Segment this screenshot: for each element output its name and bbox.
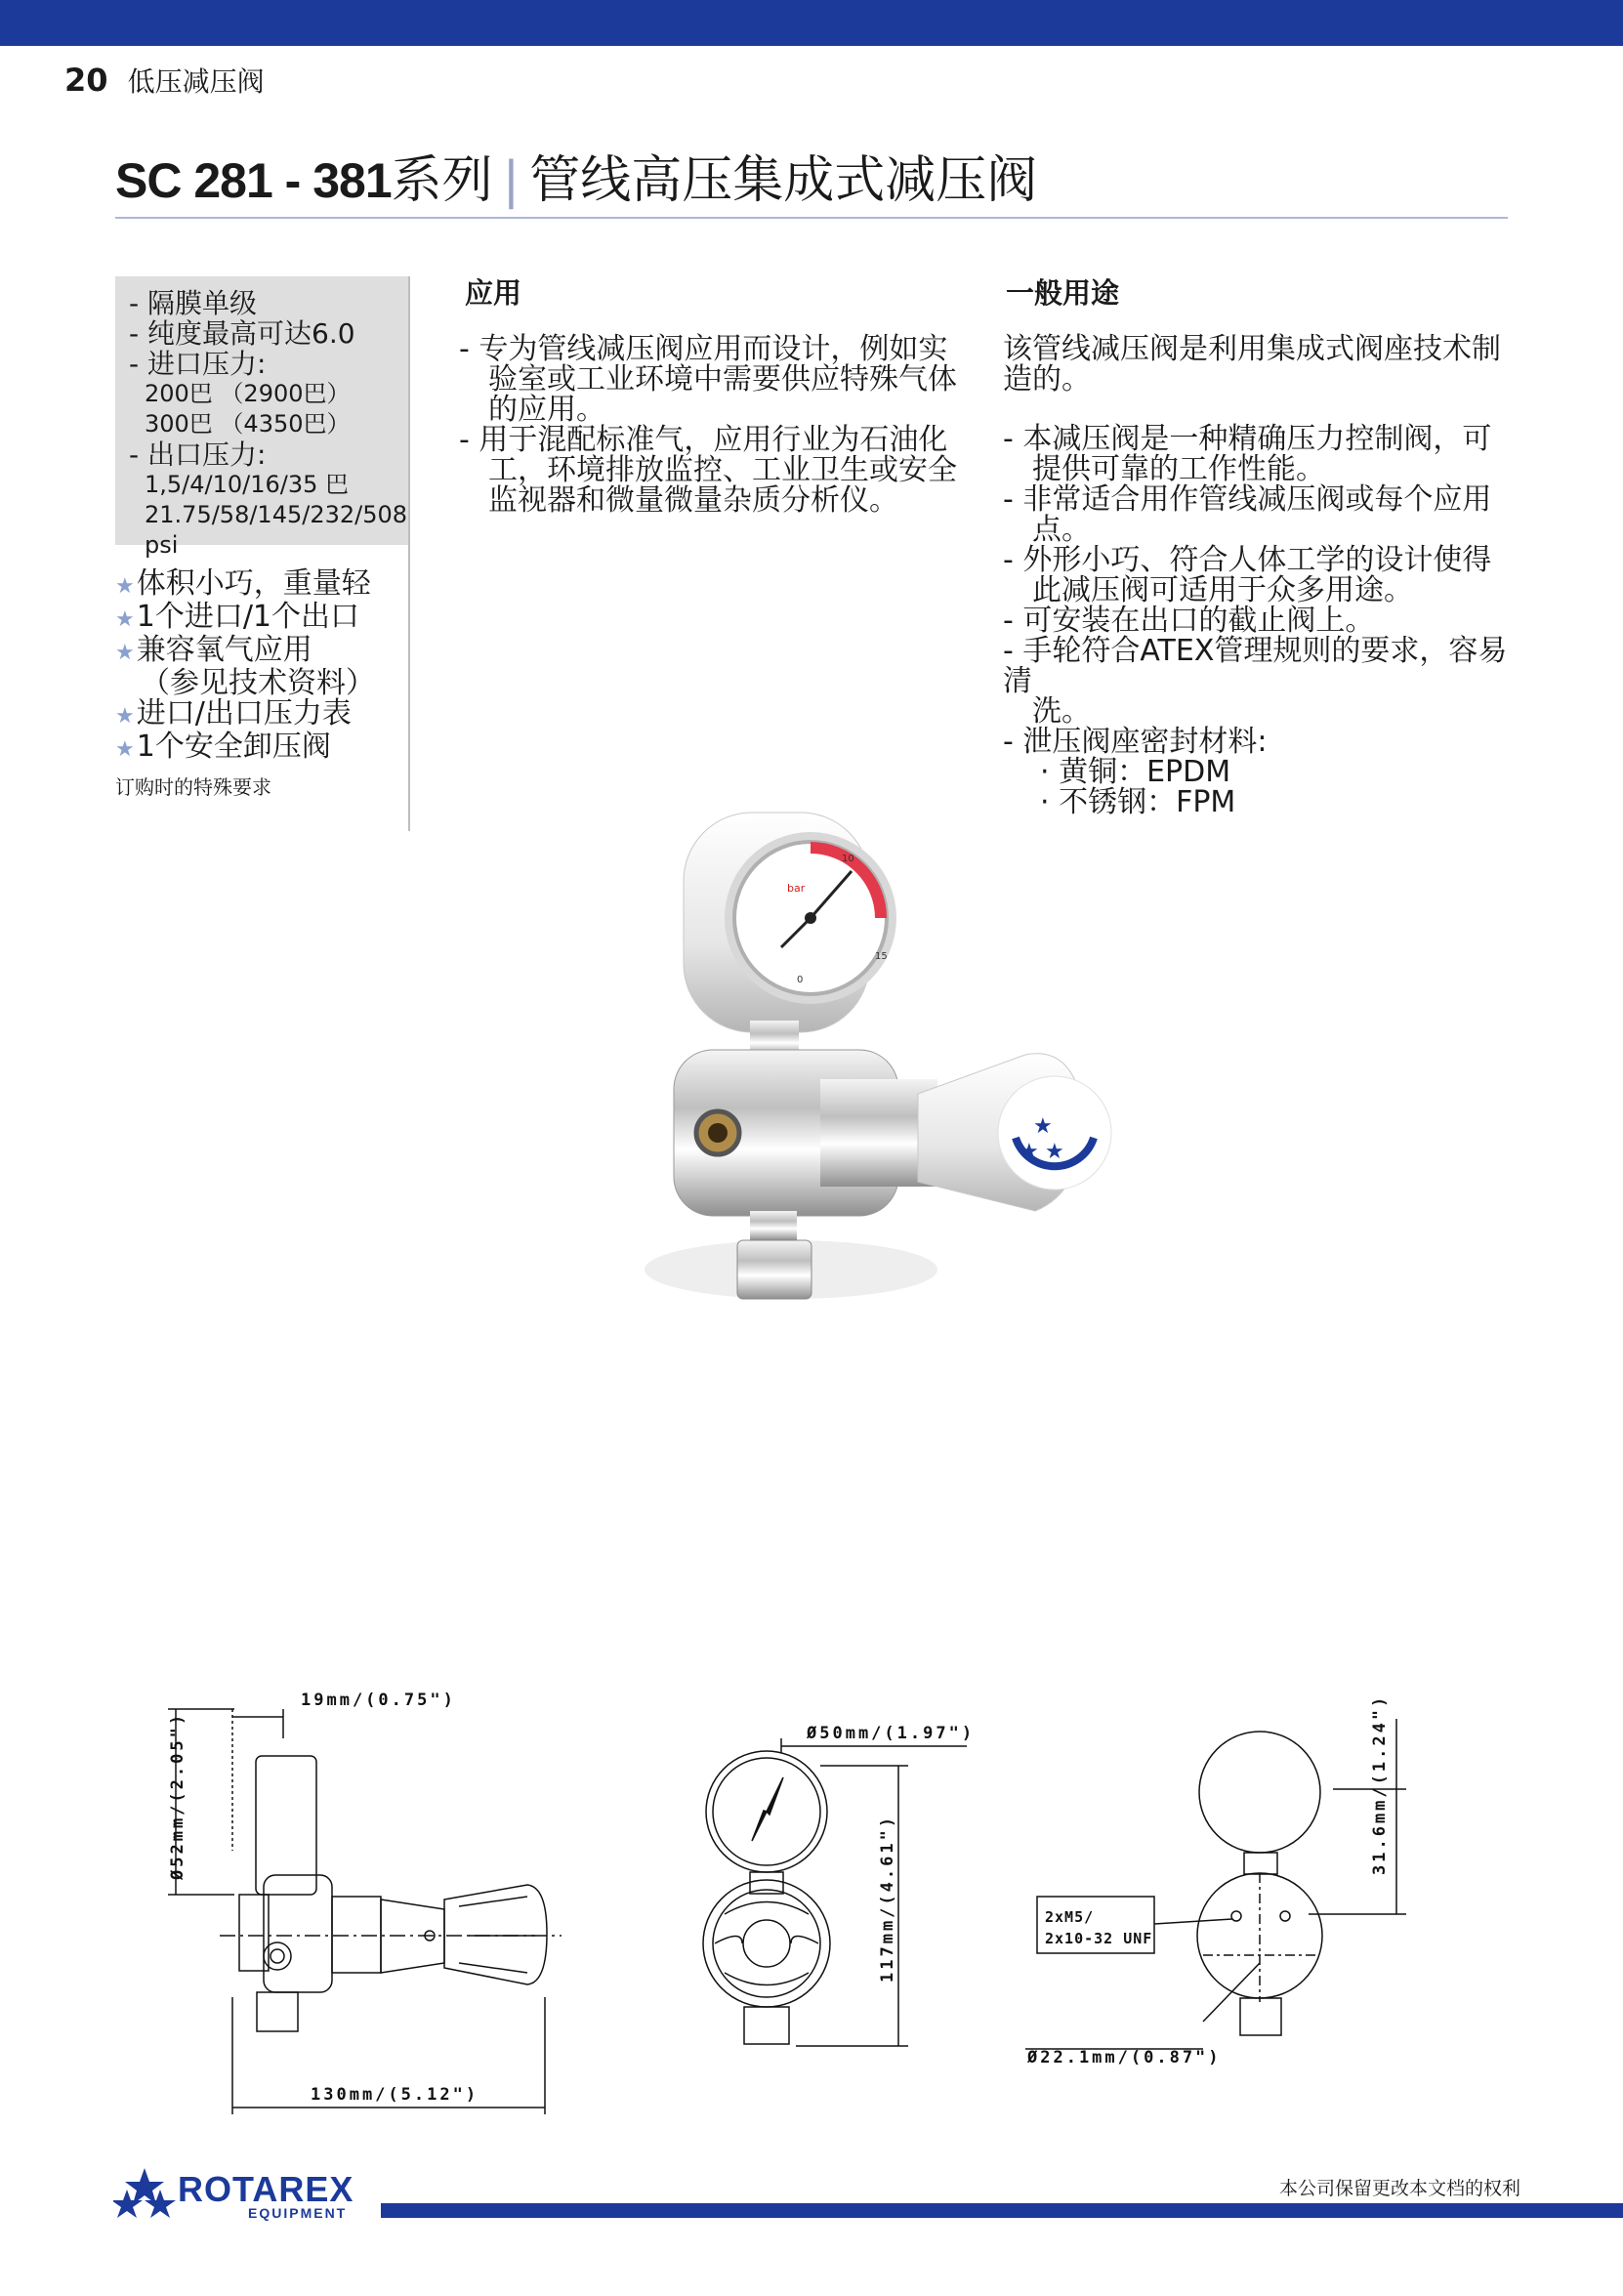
feature-item: ★1个安全卸压阀 xyxy=(115,730,331,764)
page-number: 20 xyxy=(64,62,108,99)
application-line: - 专为管线减压阀应用而设计，例如实 xyxy=(459,332,948,366)
general-heading: 一般用途 xyxy=(1006,276,1120,310)
gauge-scale-label: 0 xyxy=(797,975,804,985)
series-label: 系列 xyxy=(391,151,493,210)
star-icon: ★ xyxy=(115,574,135,599)
application-line: 监视器和微量微量杂质分析仪。 xyxy=(488,483,898,518)
general-line: - 可安装在出口的截止阀上。 xyxy=(1003,604,1375,638)
dimension-label: Ø22.1mm/(0.87") xyxy=(1027,2048,1222,2067)
general-line: 洗。 xyxy=(1032,694,1091,729)
section-title: 低压减压阀 xyxy=(127,65,265,98)
spec-box xyxy=(115,276,408,559)
gauge-scale-label: 15 xyxy=(875,951,888,962)
general-line: - 泄压阀座密封材料: xyxy=(1003,725,1268,759)
dimension-label: Ø50mm/(1.97") xyxy=(807,1724,976,1743)
application-text xyxy=(459,334,967,516)
dimension-label: 2x10-32 UNF xyxy=(1045,1930,1153,1947)
dimension-label: 130mm/(5.12") xyxy=(311,2085,479,2105)
title-rule xyxy=(115,217,1508,219)
general-line: - 手轮符合ATEX管理规则的要求，容易清 xyxy=(1003,634,1508,698)
column-divider xyxy=(408,276,410,831)
general-intro: 该管线减压阀是利用集成式阀座技术制 xyxy=(1003,332,1501,366)
general-intro: 造的。 xyxy=(1003,362,1091,397)
feature-list xyxy=(115,568,375,765)
application-line: 工，环境排放监控、工业卫生或安全 xyxy=(488,453,957,487)
spec-item: 21.75/58/145/232/508 psi xyxy=(145,501,408,559)
page-header xyxy=(64,61,265,100)
dimension-label: Ø52mm/(2.05") xyxy=(168,1711,187,1880)
dimension-label: 19mm/(0.75") xyxy=(301,1691,456,1710)
general-line: · 不锈钢：FPM xyxy=(1040,785,1236,819)
product-photo xyxy=(625,801,1133,1387)
star-icon: ★ xyxy=(115,641,135,665)
dimension-label: 2xM5/ xyxy=(1045,1908,1095,1926)
spec-item: - 出口压力: xyxy=(129,438,267,471)
feature-item: ★进口/出口压力表 xyxy=(115,696,352,731)
feature-item: ★兼容氧气应用 xyxy=(115,633,312,667)
general-line: 此减压阀可适用于众多用途。 xyxy=(1032,573,1413,607)
title-separator: | xyxy=(502,151,520,210)
copyright-note: 本公司保留更改本文档的权利 xyxy=(1279,2178,1521,2199)
star-icon: ★ xyxy=(1045,1140,1064,1164)
star-icon: ★ xyxy=(1033,1114,1053,1139)
spec-item: 300巴 （4350巴） xyxy=(145,410,351,438)
technical-drawings xyxy=(0,1680,1623,2129)
feature-item: ★1个进口/1个出口 xyxy=(115,600,360,634)
dimension-label: 31.6mm/(1.24") xyxy=(1370,1693,1390,1875)
spec-item: - 隔膜单级 xyxy=(129,287,258,319)
general-text xyxy=(1003,334,1511,817)
general-line: · 黄铜：EPDM xyxy=(1040,755,1231,789)
product-name: 管线高压集成式减压阀 xyxy=(529,151,1038,210)
general-line: 点。 xyxy=(1032,513,1091,547)
bottom-color-bar xyxy=(381,2203,1623,2218)
general-line: - 外形小巧、符合人体工学的设计使得 xyxy=(1003,543,1492,577)
gauge-scale-label: 10 xyxy=(842,854,854,864)
spec-item: 200巴 （2900巴） xyxy=(145,380,351,407)
page-title xyxy=(115,139,1037,212)
spec-item: 1,5/4/10/16/35 巴 xyxy=(145,471,350,498)
spec-item: - 进口压力: xyxy=(129,348,267,380)
general-line: - 非常适合用作管线减压阀或每个应用 xyxy=(1003,482,1492,517)
star-icon: ★ xyxy=(115,704,135,729)
general-line: - 本减压阀是一种精确压力控制阀，可 xyxy=(1003,422,1492,456)
gauge-unit: bar xyxy=(787,882,806,895)
application-heading: 应用 xyxy=(465,276,522,310)
spec-item: - 纯度最高可达6.0 xyxy=(129,317,355,350)
application-line: - 用于混配标准气，应用行业为石油化 xyxy=(459,423,948,457)
brand-name: ROTAREX xyxy=(178,2169,354,2209)
application-line: 的应用。 xyxy=(488,393,605,427)
brand-subtitle: EQUIPMENT xyxy=(248,2205,348,2221)
rotarex-logo xyxy=(113,2166,176,2221)
feature-item: ★体积小巧，重量轻 xyxy=(115,566,371,601)
dimension-label: 117mm/(4.61") xyxy=(878,1814,897,1983)
special-order-note: 订购时的特殊要求 xyxy=(115,775,271,799)
feature-item: （参见技术资料） xyxy=(141,666,375,700)
general-line: 提供可靠的工作性能。 xyxy=(1032,452,1325,486)
star-icon: ★ xyxy=(1020,1140,1039,1164)
top-color-bar xyxy=(0,0,1623,46)
application-line: 验室或工业环境中需要供应特殊气体 xyxy=(488,362,957,397)
model-number: SC 281 - 381 xyxy=(115,153,392,208)
star-icon: ★ xyxy=(115,607,135,632)
star-icon: ★ xyxy=(115,737,135,762)
